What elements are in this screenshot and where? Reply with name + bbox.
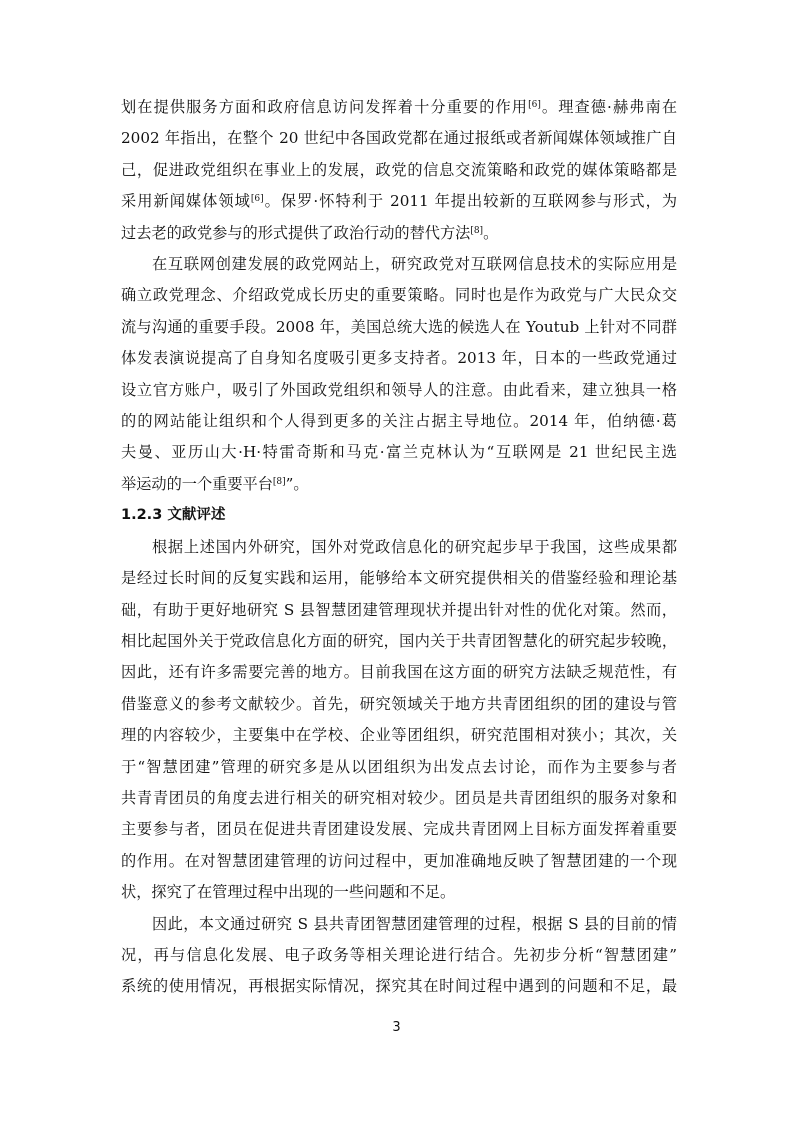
text-line: 主要参与者，团员在促进共青团建设发展、完成共青团网上目标方面发挥着重要 [121, 820, 677, 839]
text-line: 2002 年指出，在整个 20 世纪中各国政党都在通过报纸或者新闻媒体领域推广自 [121, 129, 677, 148]
citation-ref: [8] [470, 225, 484, 236]
text-line: 设立官方账户，吸引了外国政党组织和领导人的注意。由此看来，建立独具一格 [121, 380, 677, 399]
page-number: 3 [392, 1020, 401, 1035]
text-line: 确立政党理念、介绍政党成长历史的重要策略。同时也是作为政党与广大民众交 [121, 286, 677, 305]
paragraph-literature-review [121, 532, 677, 909]
text-line: 是经过长时间的反复实践和运用，能够给本文研究提供相关的借鉴经验和理论基 [121, 569, 677, 588]
text-line: 夫曼、亚历山大·H·特雷奇斯和马克·富兰克林认为“互联网是 21 世纪民主选 [121, 443, 677, 462]
paragraph-research-approach [121, 909, 677, 1003]
text-line: 理的内容较少，主要集中在学校、企业等团组织，研究范围相对狭小；其次，关 [121, 726, 677, 745]
text-line: 采用新闻媒体领域[6]。保罗·怀特利于 2011 年提出较新的互联网参与形式，为 [121, 192, 678, 211]
text-line: 举运动的一个重要平台[8]”。 [121, 474, 309, 493]
section-heading: 1.2.3 文献评述 [121, 507, 226, 524]
text-line: 相比起国外关于党政信息化方面的研究，国内关于共青团智慧化的研究起步较晚， [121, 631, 677, 650]
text-line: 因此，还有许多需要完善的地方。目前我国在这方面的研究方法缺乏规范性，有 [121, 663, 677, 682]
citation-ref: [6] [250, 194, 264, 205]
text-line: 系统的使用情况，再根据实际情况，探究其在时间过程中遇到的问题和不足，最 [121, 977, 677, 996]
text-line: 状，探究了在管理过程中出现的一些问题和不足。 [121, 883, 456, 902]
text-line: 己，促进政党组织在事业上的发展，政党的信息交流策略和政党的媒体策略都是 [121, 160, 677, 179]
text-line: 况，再与信息化发展、电子政务等相关理论进行结合。先初步分析“智慧团建” [121, 945, 677, 964]
citation-ref: [6] [528, 100, 541, 110]
text-line: 因此，本文通过研究 S 县共青团智慧团建管理的过程，根据 S 县的目前的情 [152, 914, 677, 933]
document-body [121, 92, 677, 1003]
text-line: 过去老的政党参与的形式提供了政治行动的替代方法[8]。 [121, 223, 499, 242]
citation-ref: [8] [272, 476, 286, 487]
text-line: 础，有助于更好地研究 S 县智慧团建管理现状并提出针对性的优化对策。然而， [121, 600, 677, 619]
text-line: 根据上述国内外研究，国外对党政信息化的研究起步早于我国，这些成果都 [152, 537, 677, 556]
text-line: 于“智慧团建”管理的研究多是从以团组织为出发点去讨论，而作为主要参与者 [121, 757, 677, 776]
paragraph-foreign-parties [121, 92, 677, 249]
text-line: 的的网站能让组织和个人得到更多的关注占据主导地位。2014 年，伯纳德·葛 [121, 412, 677, 431]
text-line: 借鉴意义的参考文献较少。首先，研究领域关于地方共青团组织的团的建设与管 [121, 694, 677, 713]
text-line: 体发表演说提高了自身知名度吸引更多支持者。2013 年，日本的一些政党通过 [121, 349, 677, 368]
paragraph-party-websites [121, 249, 677, 500]
text-line: 流与沟通的重要手段。2008 年，美国总统大选的候选人在 Youtub 上针对不同群 [121, 317, 677, 336]
text-line: 划在提供服务方面和政府信息访问发挥着十分重要的作用[6]。理查德·赫弗南在 [121, 98, 678, 116]
text-line: 共青青团员的角度去进行相关的研究相对较少。团员是共青团组织的服务对象和 [121, 788, 677, 807]
text-line: 在互联网创建发展的政党网站上，研究政党对互联网信息技术的实际应用是 [152, 255, 677, 274]
text-line: 的作用。在对智慧团建管理的访问过程中，更加准确地反映了智慧团建的一个现 [121, 851, 677, 870]
